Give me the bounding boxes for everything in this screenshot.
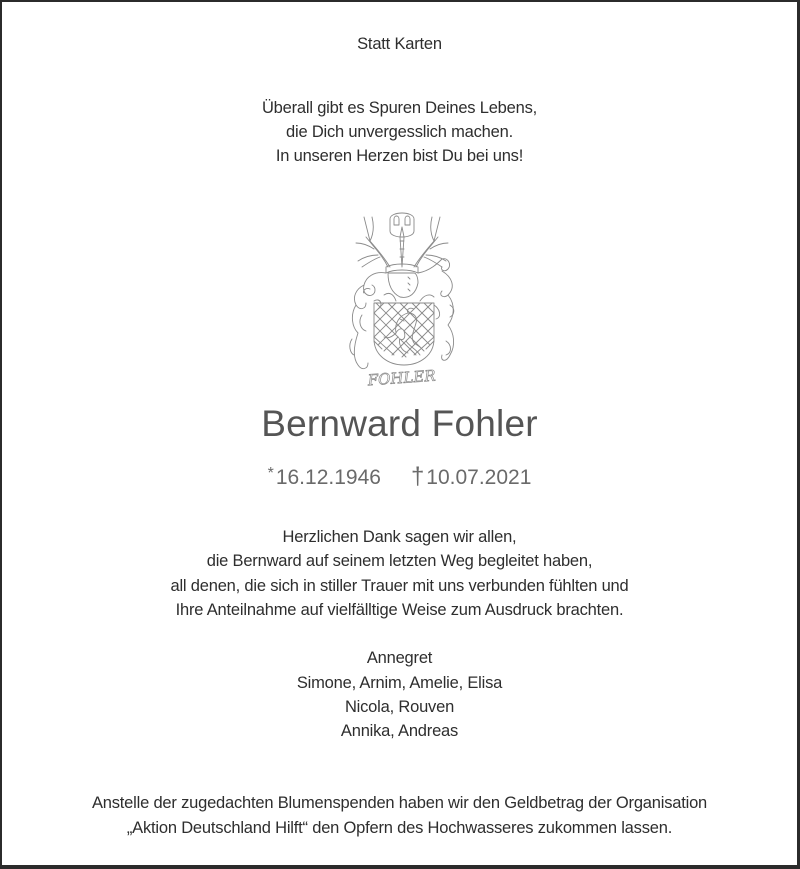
thanks-line: all denen, die sich in stiller Trauer mit uns verbunden fühlten und xyxy=(170,577,629,595)
thanks-line: die Bernward auf seinem letzten Weg begleitet haben, xyxy=(206,552,593,570)
thanks-line: Ihre Anteilnahme auf vielfälltige Weise zum Ausdruck brachten. xyxy=(175,601,624,619)
family-line: Nicola, Rouven xyxy=(344,698,455,716)
family-line: Simone, Arnim, Amelie, Elisa xyxy=(296,674,503,692)
verse-line: In unseren Herzen bist Du bei uns! xyxy=(275,147,524,165)
death-date: 10.07.2021 xyxy=(426,466,532,489)
verse-line: Überall gibt es Spuren Deines Lebens, xyxy=(261,99,538,117)
life-dates xyxy=(2,460,797,492)
intro-text: Statt Karten xyxy=(357,35,442,53)
death-cross-icon: † xyxy=(410,463,425,490)
verse-line: die Dich unvergesslich machen. xyxy=(286,123,513,141)
deceased-name: Bernward Fohler xyxy=(261,403,538,444)
family-line: Annegret xyxy=(366,649,433,667)
family-line: Annika, Andreas xyxy=(340,722,459,740)
birth-date: 16.12.1946 xyxy=(275,466,381,489)
birth-symbol: * xyxy=(267,465,274,482)
donation-line: „Aktion Deutschland Hilft“ den Opfern des Hochwasseres zukommen lassen. xyxy=(126,819,673,837)
thanks-line: Herzlichen Dank sagen wir allen, xyxy=(282,528,517,546)
family-coat-of-arms-icon xyxy=(344,205,460,389)
donation-line: Anstelle der zugedachten Blumenspenden haben wir den Geldbetrag der Organisation xyxy=(91,794,708,812)
crest-caption: FOHLER xyxy=(367,366,437,389)
obituary-notice xyxy=(2,2,797,865)
